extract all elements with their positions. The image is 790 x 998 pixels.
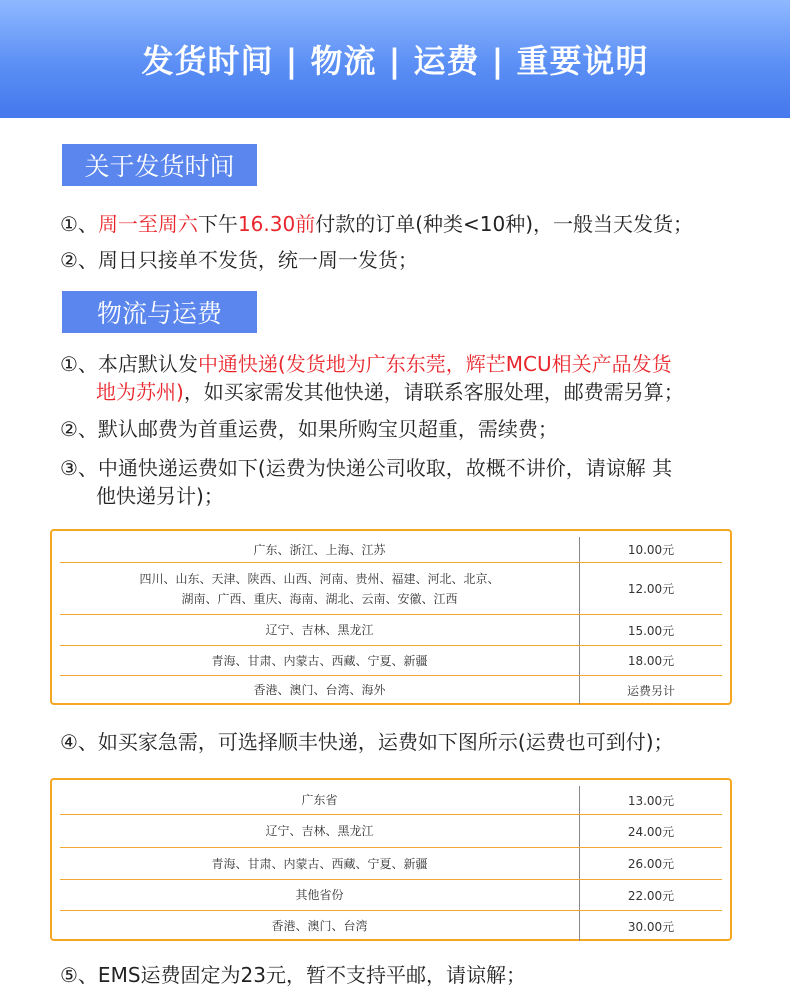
table-row (60, 911, 722, 941)
logistics-line-3b: 他快递另计)； (96, 484, 224, 508)
logistics-line-2: ②、默认邮费为首重运费，如果所购宝贝超重，需续费； (60, 417, 558, 441)
table-row (60, 563, 722, 615)
logistics-line-5: ⑤、EMS运费固定为23元，暂不支持平邮，请谅解； (60, 963, 526, 987)
text-default: ①、本店默认发 (60, 352, 198, 376)
price-cell: 24.00元 (627, 824, 675, 839)
logistics-line-3a: ③、中通快递运费如下(运费为快递公司收取，故概不讲价，请谅解 其 (60, 456, 673, 480)
highlight-courier: 中通快递(发货地为广东东莞，辉芒MCU相关产品发货 (197, 352, 672, 376)
logistics-line-4: ④、如买家急需，可选择顺丰快递，运费如下图所示(运费也可到付)； (60, 730, 674, 754)
table-row (60, 848, 722, 880)
logistics-line-1b (60, 377, 684, 407)
table-row (60, 537, 722, 563)
price-cell: 15.00元 (627, 623, 675, 638)
price-cell: 13.00元 (627, 793, 675, 808)
region-cell: 广东省 (60, 786, 580, 814)
region-cell: 其他省份 (60, 880, 580, 910)
zto-rate-table (50, 529, 732, 705)
table-row (60, 786, 722, 815)
section-tag-logistics: 物流与运费 (62, 291, 257, 333)
table-row (60, 615, 722, 646)
price-cell: 30.00元 (627, 919, 675, 934)
price-cell: 运费另计 (626, 683, 675, 698)
price-cell: 22.00元 (627, 888, 675, 903)
page-header (0, 0, 790, 118)
region-cell: 香港、澳门、台湾、海外 (60, 676, 580, 704)
shipping-time-line-2: ②、周日只接单不发货，统一周一发货； (60, 248, 418, 272)
region-cell (60, 563, 580, 614)
region-line-1: 四川、山东、天津、陕西、山西、河南、贵州、福建、河北、北京、 (139, 571, 500, 586)
text-rest: ，如买家需发其他快递，请联系客服处理，邮费需另算； (183, 380, 684, 404)
shipping-time-line-1 (60, 209, 693, 239)
highlight-origin: 地为苏州) (96, 380, 184, 404)
region-line-2: 湖南、广西、重庆、海南、湖北、云南、安徽、江西 (181, 591, 458, 606)
page-title: 发货时间 | 物流 | 运费 | 重要说明 (141, 42, 649, 80)
region-cell: 香港、澳门、台湾 (60, 911, 580, 941)
region-cell: 青海、甘肃、内蒙古、西藏、宁夏、新疆 (60, 646, 580, 675)
table-row (60, 676, 722, 704)
text-rest: 付款的订单(种类<10种)，一般当天发货； (315, 212, 694, 236)
region-cell: 辽宁、吉林、黑龙江 (60, 815, 580, 847)
highlight-cutoff: 16.30前 (237, 212, 316, 236)
sf-rate-table (50, 778, 732, 941)
price-cell: 18.00元 (627, 654, 675, 668)
region-cell: 青海、甘肃、内蒙古、西藏、宁夏、新疆 (60, 848, 580, 879)
table-row (60, 880, 722, 911)
table-row (60, 646, 722, 676)
highlight-days: 周一至周六 (97, 212, 198, 236)
price-cell: 10.00元 (627, 543, 675, 557)
logistics-line-1a (60, 349, 672, 379)
section-tag-shipping-time: 关于发货时间 (62, 144, 257, 186)
price-cell: 26.00元 (627, 857, 675, 871)
item-number: ①、 (60, 212, 98, 236)
text-afternoon: 下午 (197, 212, 238, 236)
table-row (60, 815, 722, 848)
region-cell: 辽宁、吉林、黑龙江 (60, 615, 580, 645)
region-cell: 广东、浙江、上海、江苏 (60, 537, 580, 562)
price-cell: 12.00元 (627, 582, 675, 596)
